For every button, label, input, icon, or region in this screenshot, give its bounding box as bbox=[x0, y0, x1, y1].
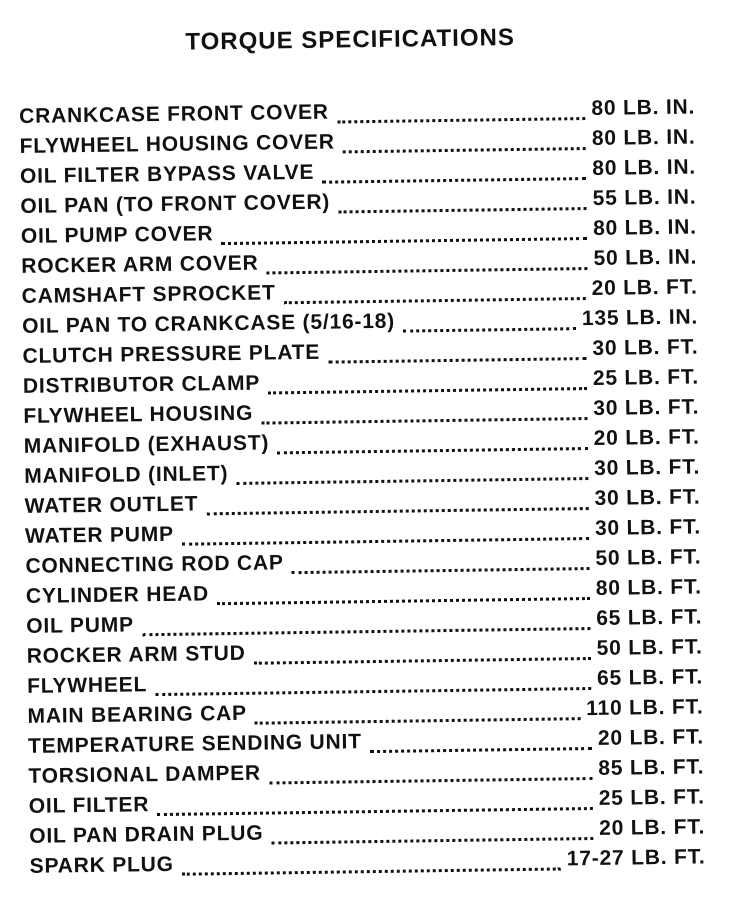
spec-torque-value: 30 LB. FT. bbox=[593, 455, 701, 480]
dot-leader bbox=[322, 177, 586, 184]
spec-torque-value: 80 LB. IN. bbox=[591, 95, 696, 120]
spec-component-name: ROCKER ARM COVER bbox=[21, 251, 259, 278]
dot-leader bbox=[370, 747, 592, 753]
spec-component-name: OIL PAN DRAIN PLUG bbox=[29, 821, 264, 848]
spec-component-name: CONNECTING ROD CAP bbox=[25, 551, 284, 578]
dot-leader bbox=[328, 357, 586, 364]
spec-torque-value: 110 LB. FT. bbox=[586, 695, 704, 721]
torque-spec-list bbox=[19, 96, 706, 885]
dot-leader bbox=[337, 117, 586, 123]
dot-leader bbox=[277, 447, 588, 454]
spec-torque-value: 80 LB. IN. bbox=[592, 155, 697, 180]
spec-torque-value: 80 LB. FT. bbox=[595, 575, 702, 600]
dot-leader bbox=[261, 417, 587, 425]
dot-leader bbox=[182, 537, 589, 546]
spec-torque-value: 20 LB. FT. bbox=[591, 275, 698, 300]
dot-leader bbox=[267, 267, 588, 274]
spec-component-name: OIL PAN TO CRANKCASE (5/16-18) bbox=[21, 309, 396, 338]
spec-torque-value: 30 LB. FT. bbox=[594, 485, 701, 510]
dot-leader bbox=[338, 207, 587, 213]
spec-torque-value: 50 LB. IN. bbox=[593, 245, 698, 270]
spec-component-name: CYLINDER HEAD bbox=[25, 582, 210, 608]
dot-leader bbox=[182, 867, 561, 875]
dot-leader bbox=[221, 237, 587, 245]
dot-leader bbox=[343, 147, 586, 153]
dot-leader bbox=[268, 387, 587, 394]
spec-component-name: OIL PUMP COVER bbox=[20, 222, 214, 248]
spec-torque-value: 25 LB. FT. bbox=[592, 365, 700, 390]
page-title: TORQUE SPECIFICATIONS bbox=[185, 24, 516, 56]
spec-component-name: MANIFOLD (EXHAUST) bbox=[23, 431, 270, 458]
dot-leader bbox=[403, 327, 576, 332]
spec-component-name: FLYWHEEL bbox=[26, 673, 148, 698]
spec-component-name: OIL FILTER BYPASS VALVE bbox=[19, 160, 315, 188]
spec-component-name: MAIN BEARING CAP bbox=[27, 701, 248, 728]
dot-leader bbox=[255, 717, 580, 725]
spec-torque-value: 80 LB. IN. bbox=[592, 215, 697, 240]
spec-torque-value: 65 LB. FT. bbox=[596, 605, 703, 630]
dot-leader bbox=[217, 597, 590, 605]
spec-torque-value: 80 LB. IN. bbox=[591, 125, 696, 150]
spec-torque-value: 85 LB. FT. bbox=[598, 755, 705, 780]
dot-leader bbox=[157, 807, 593, 816]
dot-leader bbox=[269, 777, 592, 785]
spec-component-name: FLYWHEEL HOUSING bbox=[23, 401, 254, 428]
dot-leader bbox=[284, 297, 586, 304]
spec-component-name: WATER PUMP bbox=[24, 522, 174, 548]
spec-torque-value: 55 LB. IN. bbox=[592, 185, 697, 210]
spec-component-name: FLYWHEEL HOUSING COVER bbox=[19, 130, 335, 158]
spec-torque-value: 50 LB. FT. bbox=[596, 635, 703, 660]
spec-component-name: TORSIONAL DAMPER bbox=[28, 761, 262, 788]
spec-component-name: CLUTCH PRESSURE PLATE bbox=[22, 340, 321, 368]
spec-torque-value: 17-27 LB. FT. bbox=[566, 845, 706, 871]
spec-component-name: DISTRIBUTOR CLAMP bbox=[22, 371, 261, 398]
spec-component-name: CAMSHAFT SPROCKET bbox=[21, 281, 276, 308]
spec-torque-value: 30 LB. FT. bbox=[594, 515, 702, 540]
dot-leader bbox=[271, 837, 593, 844]
spec-torque-value: 135 LB. IN. bbox=[581, 305, 699, 331]
spec-component-name: TEMPERATURE SENDING UNIT bbox=[27, 730, 362, 758]
spec-torque-value: 50 LB. FT. bbox=[595, 545, 702, 570]
dot-leader bbox=[206, 507, 588, 515]
dot-leader bbox=[292, 567, 590, 574]
spec-component-name: MANIFOLD (INLET) bbox=[24, 462, 229, 488]
spec-component-name: ROCKER ARM STUD bbox=[26, 641, 246, 668]
dot-leader bbox=[236, 477, 588, 485]
spec-component-name: CRANKCASE FRONT COVER bbox=[19, 100, 329, 128]
spec-component-name: WATER OUTLET bbox=[24, 492, 199, 518]
spec-torque-value: 30 LB. FT. bbox=[593, 395, 700, 420]
dot-leader bbox=[155, 687, 591, 696]
spec-torque-value: 65 LB. FT. bbox=[596, 665, 704, 690]
spec-torque-value: 20 LB. FT. bbox=[593, 425, 700, 450]
spec-component-name: OIL PUMP bbox=[26, 613, 134, 638]
dot-leader bbox=[142, 627, 590, 636]
spec-component-name: OIL PAN (TO FRONT COVER) bbox=[20, 190, 331, 218]
spec-torque-value: 20 LB. FT. bbox=[599, 815, 706, 840]
spec-component-name: SPARK PLUG bbox=[29, 852, 174, 878]
spec-torque-value: 20 LB. FT. bbox=[597, 725, 705, 750]
spec-torque-value: 30 LB. FT. bbox=[592, 335, 699, 360]
dot-leader bbox=[254, 657, 591, 665]
spec-torque-value: 25 LB. FT. bbox=[598, 785, 705, 810]
spec-component-name: OIL FILTER bbox=[28, 793, 150, 818]
